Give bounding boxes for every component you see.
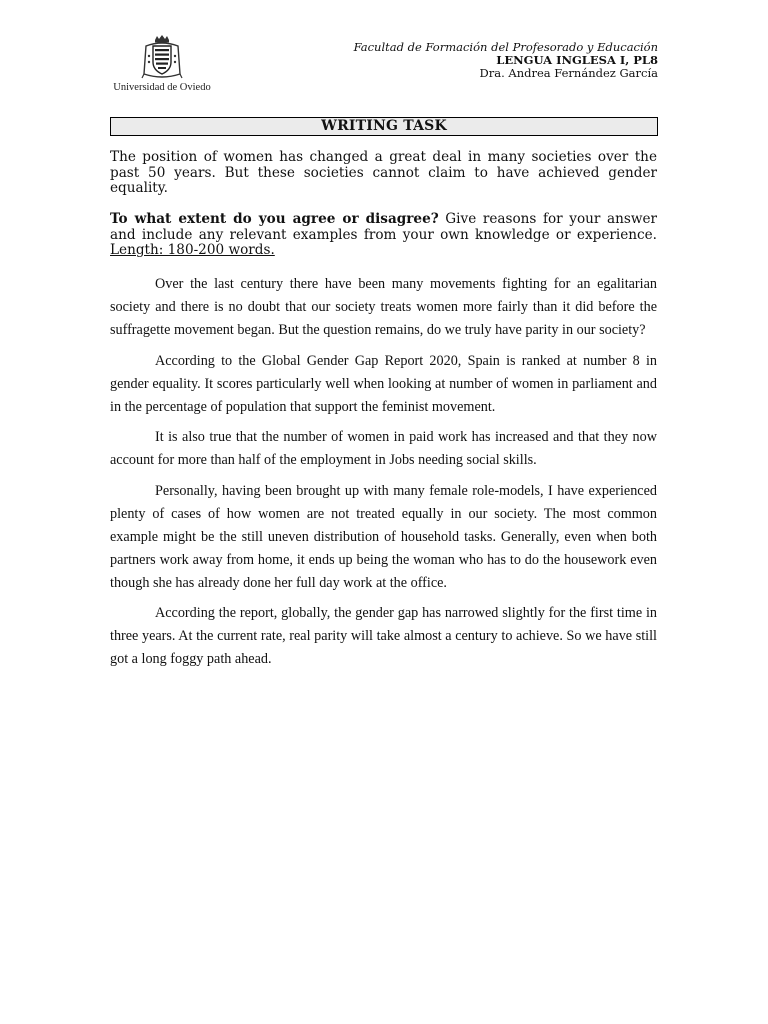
task-instructions-text: Give reasons for your answer and include any relevant examples from your own knowledge or experience. (110, 211, 658, 243)
essay-paragraph: According to the Global Gender Gap Report 2020, Spain is ranked at number 8 in gender equality. It scores particularly well when looking at number of women in parliament and in the percentage of population that support the feminist movement. (110, 352, 657, 415)
document-header (258, 41, 658, 80)
task-question: To what extent do you agree or disagree? (110, 211, 439, 227)
faculty-name: Facultad de Formación del Profesorado y Educación (353, 40, 658, 54)
university-logo (106, 34, 218, 98)
essay-paragraph: Over the last century there have been many movements fighting for an egalitarian society and there is no doubt that our society treats women more fairly than it did before the suffragette movement began. But the question remains, do we truly have parity in our society? (110, 276, 657, 338)
essay-body (110, 273, 657, 679)
university-crest-icon (140, 34, 184, 80)
course-name: LENGUA INGLESA I, PL8 (496, 53, 658, 67)
task-title: WRITING TASK (110, 117, 658, 136)
university-name: Universidad de Oviedo (113, 82, 211, 93)
task-length: Length: 180-200 words. (110, 242, 275, 259)
task-statement: The position of women has changed a great deal in many societies over the past 50 years. But these societies cannot claim to have achieved gender equality. (110, 149, 657, 197)
essay-paragraph: Personally, having been brought up with many female role-models, I have experienced plenty of cases of how women are not treated equally in our society. The most common example might be the still uneven distribution of household tasks. Generally, even when both partners work away from home, it ends up being the woman who has to do the housework even though she has already done her full day work at the office. (110, 482, 657, 591)
essay-paragraph: According the report, globally, the gender gap has narrowed slightly for the first time in three years. At the current rate, real parity will take almost a century to achieve. So we have still got a long foggy path ahead. (110, 605, 657, 667)
teacher-name: Dra. Andrea Fernández García (479, 66, 658, 80)
essay-paragraph: It is also true that the number of women in paid work has increased and that they now account for more than half of the employment in Jobs needing social skills. (110, 429, 657, 468)
task-instructions (110, 212, 657, 259)
